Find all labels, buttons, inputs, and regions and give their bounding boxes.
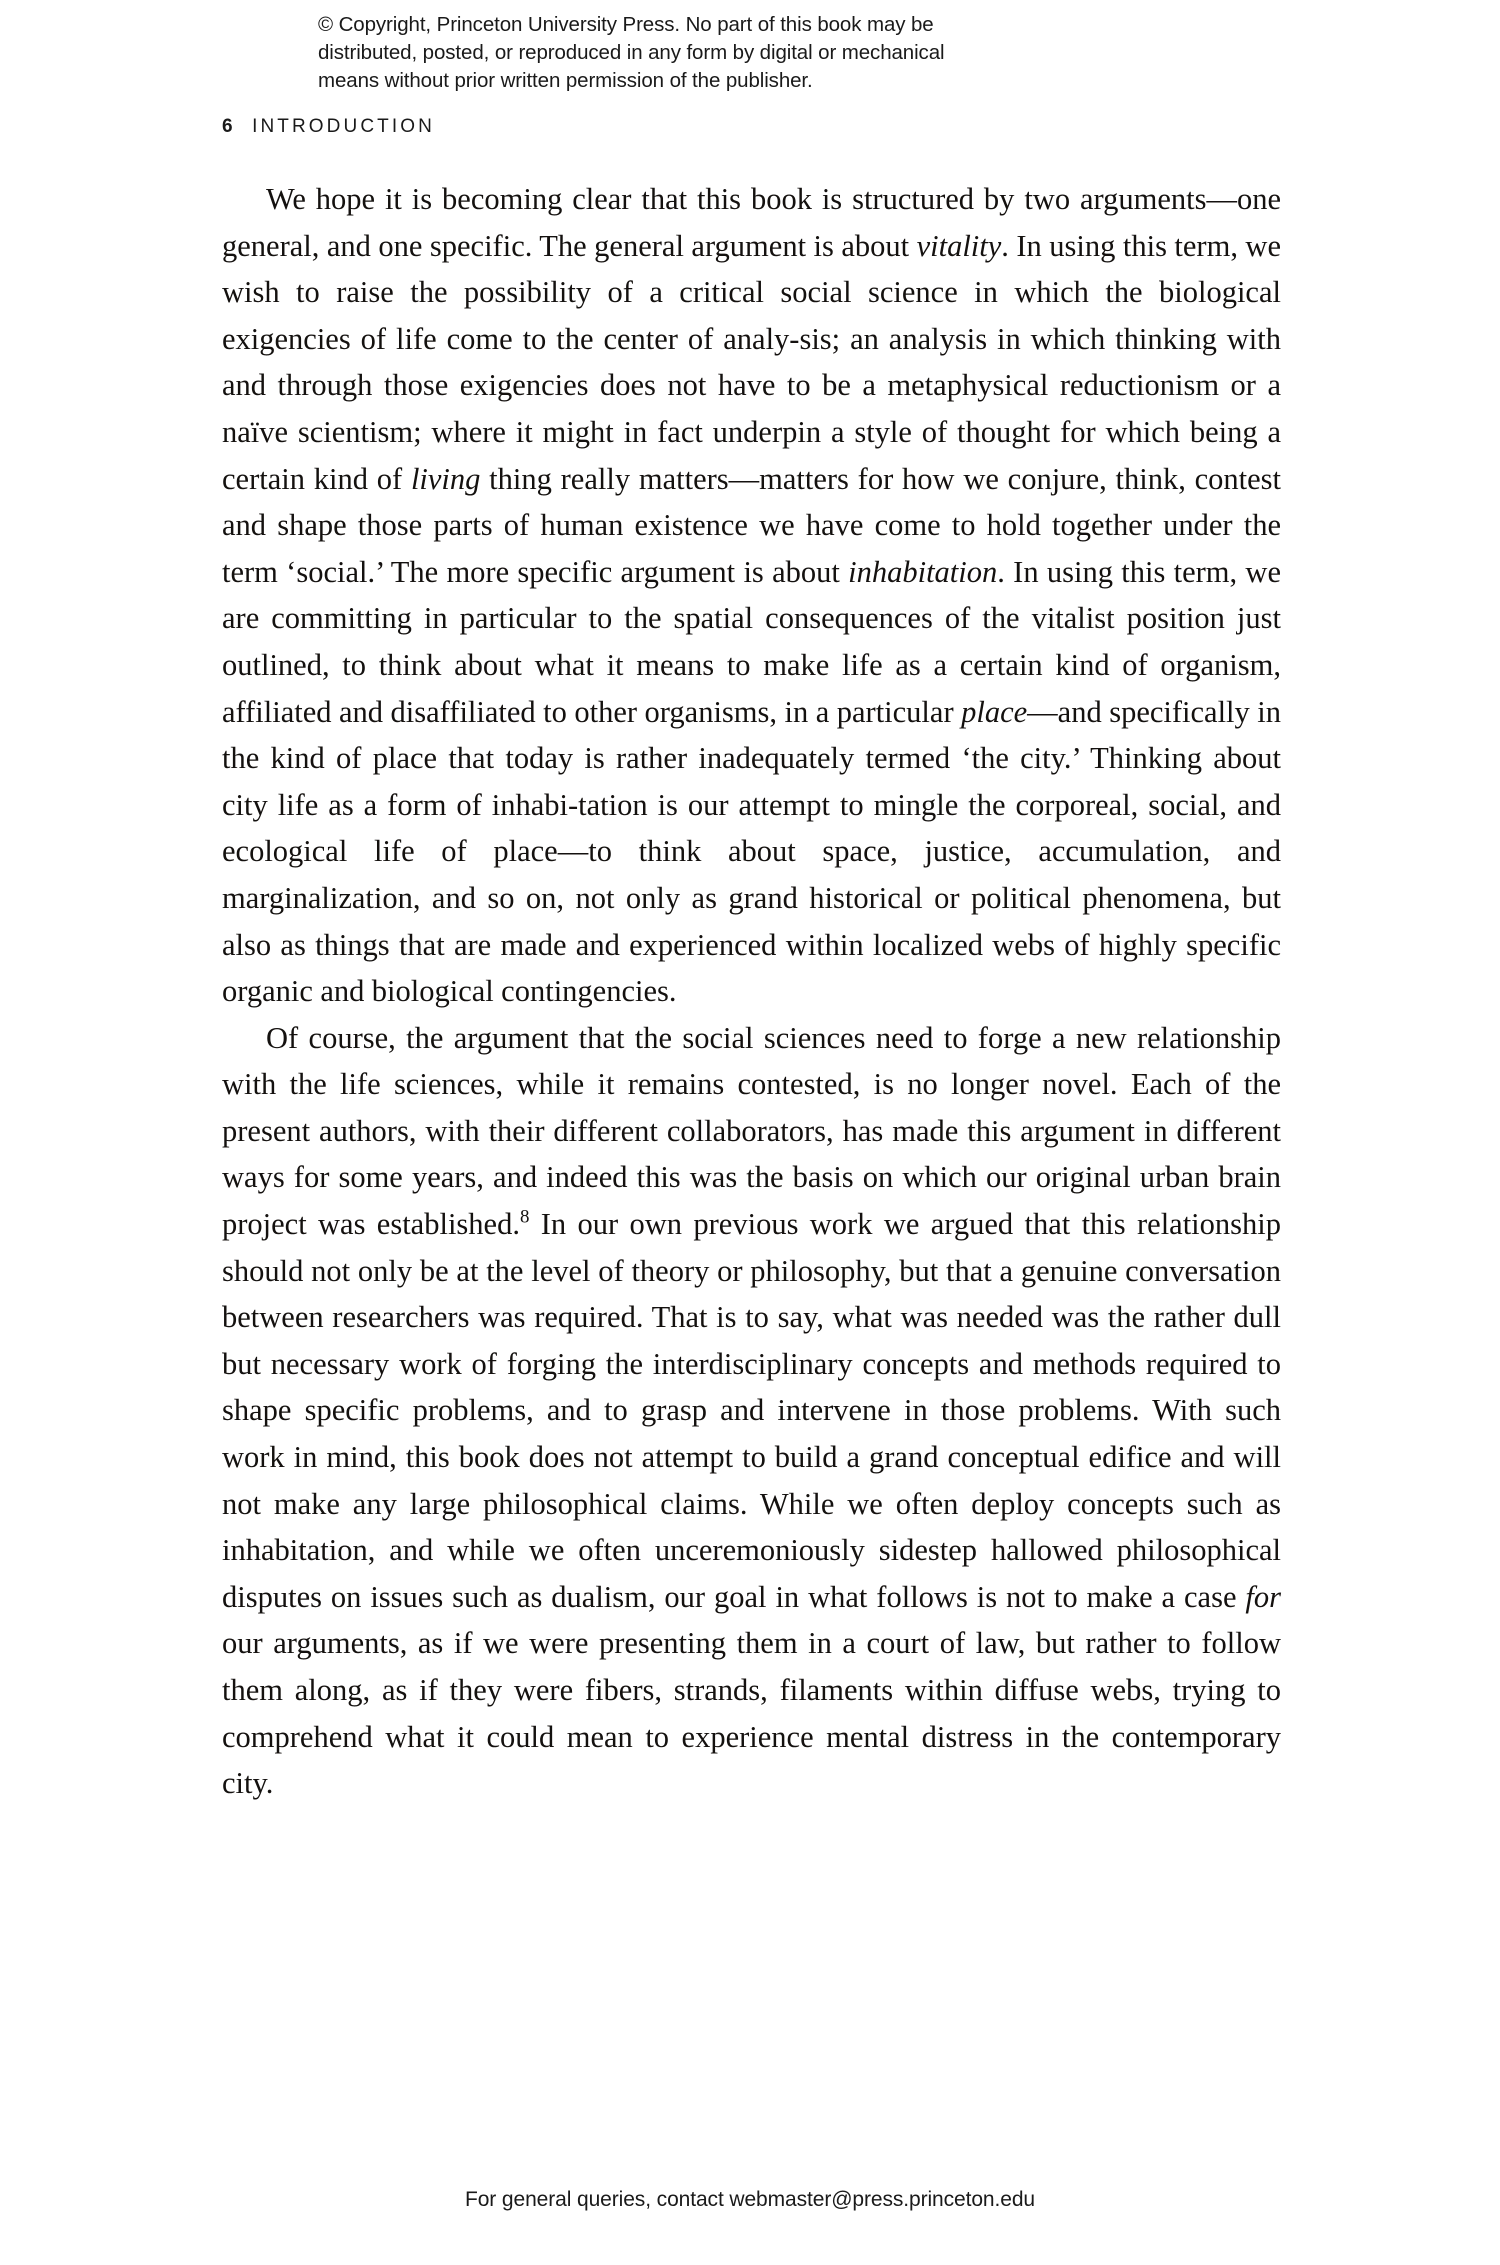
footer-contact-text: For general queries, contact webmaster@press.princeton.edu — [465, 2188, 1035, 2211]
page-footer — [0, 2188, 1500, 2212]
copyright-notice-line-3: means without prior written permission of the publisher. — [318, 69, 813, 92]
copyright-notice-line-1: © Copyright, Princeton University Press. No part of this book may be — [318, 13, 934, 36]
body-paragraph-1: We hope it is becoming clear that this book is structured by two arguments—one general, and one specific. The general argument is about vitality. In using this term, we wish to raise the possibility of a critical social science in which the biological exigencies of life come to the center of analy-sis; an analysis in which thinking with and through those exigencies does not have to be a metaphysical reductionism or a naïve scientism; where it might in fact underpin a style of thought for which being a certain kind of living thing really matters—matters for how we conjure, think, contest and shape those parts of human existence we have come to hold together under the term ‘social.’ The more specific argument is about inhabitation. In using this term, we are committing in particular to the spatial consequences of the vitalist position just outlined, to think about what it means to make life as a certain kind of organism, affiliated and disaffiliated to other organisms, in a particular place—and specifically in the kind of place that today is rather inadequately termed ‘the city.’ Thinking about city life as a form of inhabi-tation is our attempt to mingle the corporeal, social, and ecological life of place—to think about space, justice, accumulation, and marginalization, and so on, not only as grand historical or political phenomena, but also as things that are made and experienced within localized webs of highly specific organic and biological contingencies. — [222, 182, 1282, 1009]
body-paragraph-2: Of course, the argument that the social sciences need to forge a new relationship with the life sciences, while it remains contested, is no longer novel. Each of the present authors, with their different collaborators, has made this argument in different ways for some years, and indeed this was the basis on which our original urban brain project was established.$^8$ In our own previous work we argued that this relationship should not only be at the level of theory or philosophy, but that a genuine conversation between researchers was required. That is to say, what was needed was the rather dull but necessary work of forging the interdisciplinary concepts and methods required to shape specific problems, and to grasp and intervene in those problems. With such work in mind, this book does not attempt to build a grand conceptual edifice and will not make any large philosophical claims. While we often deploy concepts such as inhabitation, and while we often unceremoniously sidestep hallowed philosophical disputes on issues such as dualism, our goal in what follows is not to make a case for our arguments, as if we were presenting them in a court of law, but rather to follow them along, as if they were fibers, strands, filaments within diffuse webs, trying to comprehend what it could mean to experience mental distress in the contemporary city. — [222, 1020, 1281, 1801]
running-head — [222, 116, 435, 138]
chapter-title: INTRODUCTION — [252, 116, 435, 137]
page-number: 6 — [222, 116, 234, 137]
copyright-notice — [318, 11, 1178, 95]
copyright-notice-line-2: distributed, posted, or reproduced in any form by digital or mechanical — [318, 41, 945, 64]
body-text-column — [222, 176, 1281, 1807]
